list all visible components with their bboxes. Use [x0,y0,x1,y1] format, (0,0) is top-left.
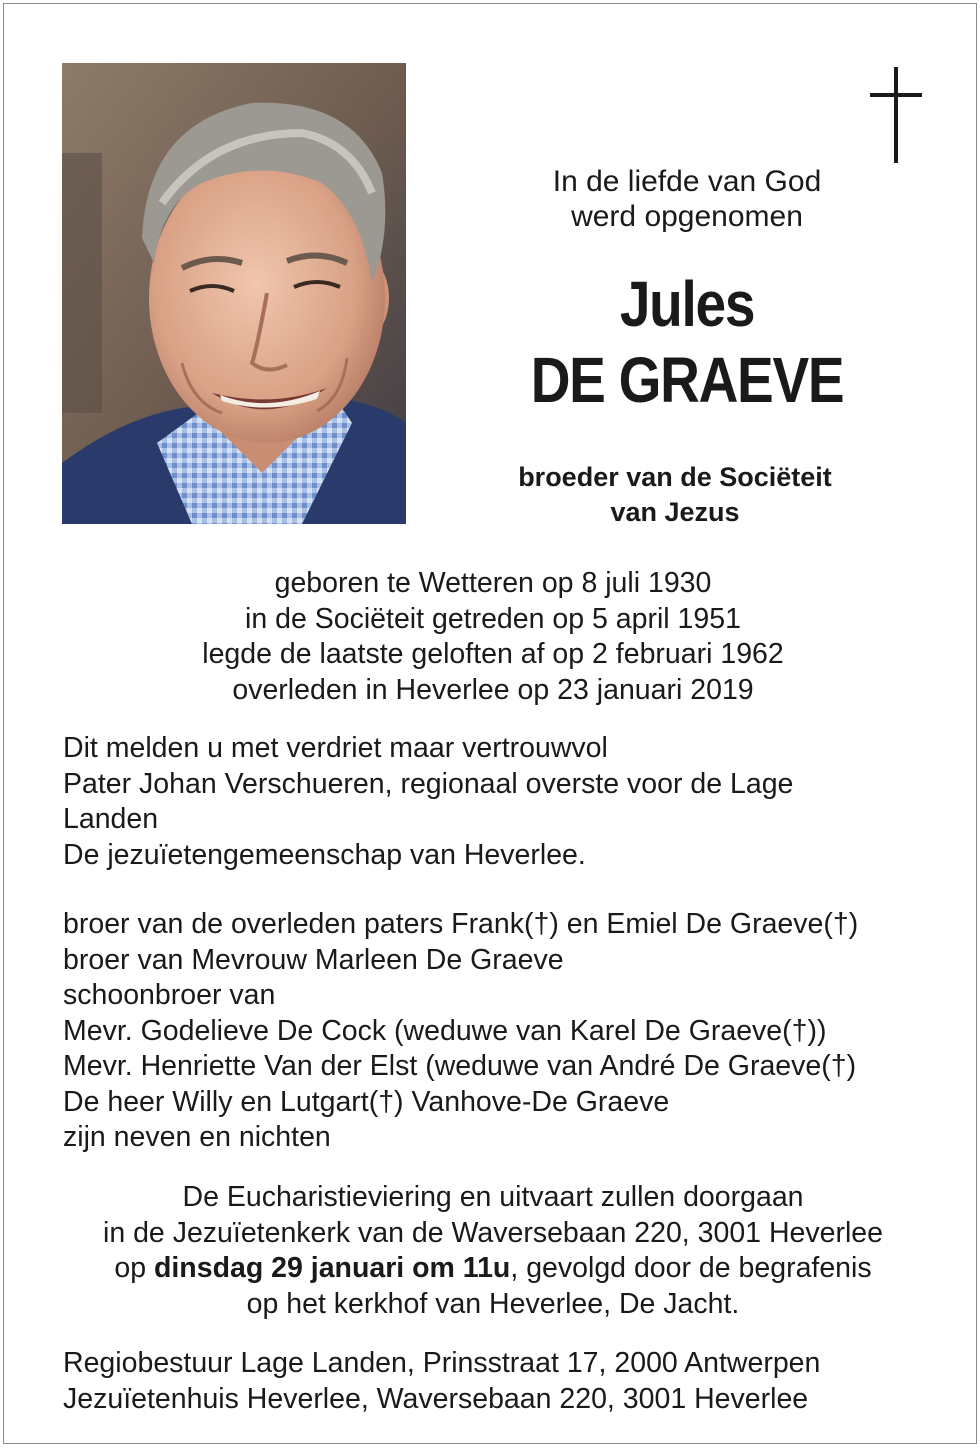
family-list [63,907,943,1156]
funeral-service [44,1180,942,1322]
death-line: overleden in Heverlee op 23 januari 2019 [232,673,754,706]
address-line: Jezuïetenhuis Heverlee, Waversebaan 220, 3001 Heverlee [63,1382,809,1415]
vows-line: legde de laatste geloften af op 2 februari 1962 [202,638,784,670]
address-line: Regiobestuur Lage Landen, Prinsstraat 17, 2000 Antwerpen [63,1347,821,1379]
title-line: broeder van de Sociëteit [518,462,832,492]
service-line: in de Jezuïetenkerk van de Waversebaan 220, 3001 Heverlee [102,1216,884,1249]
family-line: De heer Willy en Lutgart(†) Vanhove-De Graeve [63,1085,670,1118]
family-line: Mevr. Godelieve De Cock (weduwe van Karel De Graeve(†)) [63,1014,827,1047]
entry-line: in de Sociëteit getreden op 5 april 1951 [245,602,741,635]
portrait-photo [62,63,406,524]
family-line: zijn neven en nichten [63,1121,331,1153]
obituary-card [3,3,977,1444]
family-line: broer van Mevrouw Marleen De Graeve [63,943,564,976]
announcement-line: Dit melden u met verdriet maar vertrouwvol [63,732,608,764]
service-suffix: , gevolgd door de begrafenis [510,1252,872,1284]
service-datetime-line [44,1251,942,1287]
intro-line: werd opgenomen [571,200,803,233]
deceased-name [528,266,846,418]
service-date: dinsdag 29 januari om 11u [153,1252,511,1284]
intro-text [502,164,872,234]
intro-line: In de liefde van God [552,165,822,198]
family-line: schoonbroer van [63,979,276,1011]
announcement [63,731,943,873]
family-line: Mevr. Henriette Van der Elst (weduwe van André De Graeve(†) [63,1050,857,1082]
last-name: DE GRAEVE [530,344,844,416]
service-line: op het kerkhof van Heverlee, De Jacht. [246,1287,740,1320]
service-prefix: op [114,1252,154,1284]
birth-line: geboren te Wetteren op 8 juli 1930 [274,567,712,599]
religious-title [474,460,876,530]
addresses [63,1346,943,1417]
first-name: Jules [619,268,755,340]
announcement-line: De jezuïetengemeenschap van Heverlee. [63,838,586,871]
life-dates [84,566,902,708]
title-line: van Jezus [610,497,740,527]
family-line: broer van de overleden paters Frank(†) en Emiel De Graeve(†) [63,908,859,940]
cross-icon [866,67,926,163]
announcement-line: Pater Johan Verschueren, regionaal overste voor de Lage Landen [63,767,794,835]
service-line: De Eucharistieviering en uitvaart zullen doorgaan [182,1181,804,1213]
